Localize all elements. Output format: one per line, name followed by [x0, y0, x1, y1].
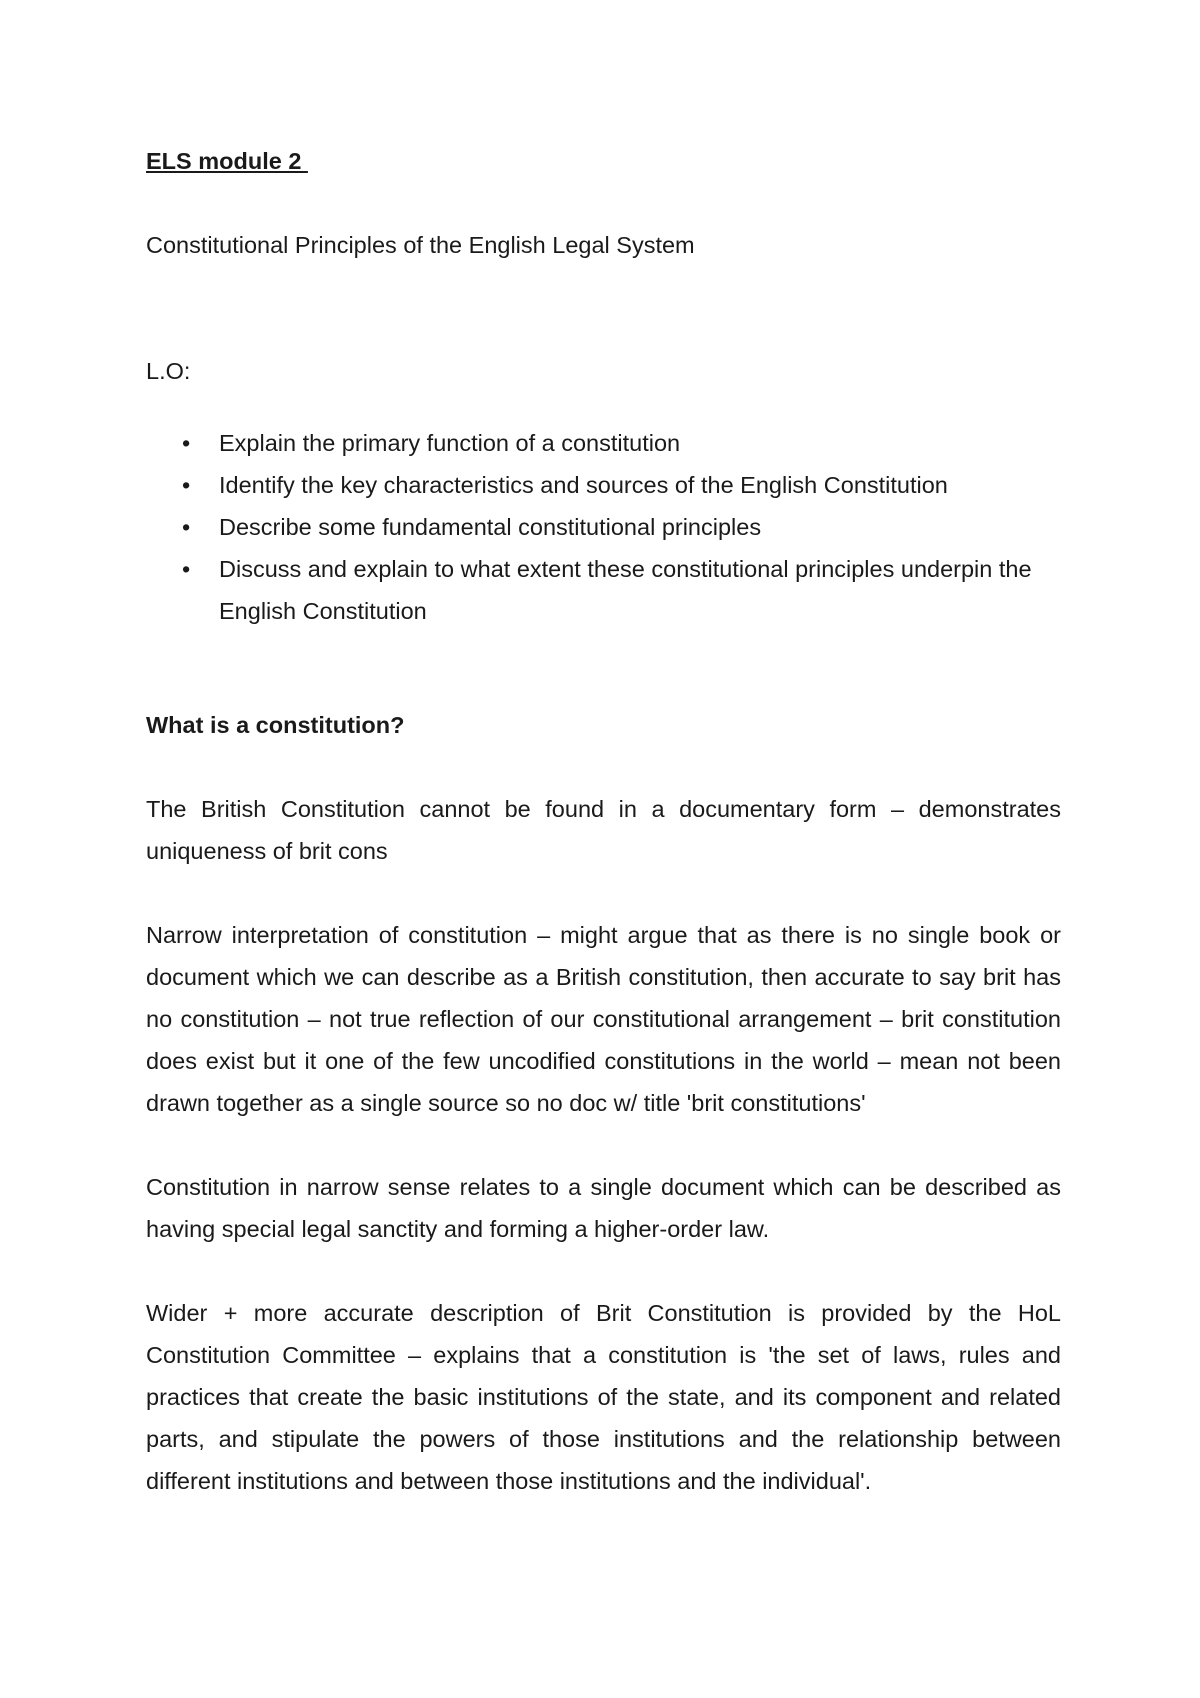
body-paragraph: The British Constitution cannot be found in a documentary form – demonstrates uniqueness of brit cons [146, 796, 1061, 864]
document-subtitle: Constitutional Principles of the English Legal System [146, 232, 695, 258]
learning-outcome-item [146, 506, 1061, 548]
learning-outcome-item [146, 548, 1061, 632]
learning-outcome-text: Discuss and explain to what extent these constitutional principles underpin the English Constitution [219, 556, 1032, 624]
learning-outcome-text: Explain the primary function of a constitution [219, 430, 681, 456]
learning-outcomes-label: L.O: [146, 358, 191, 384]
learning-outcome-text: Describe some fundamental constitutional principles [219, 514, 762, 540]
learning-outcome-item [146, 422, 1061, 464]
body-paragraph: Narrow interpretation of constitution – might argue that as there is no single book or document which we can describe as a British constitution, then accurate to say brit has no constitution – not true reflection of our constitutional arrangement – brit constitution does exist but it one of the few uncodified constitutions in the world – mean not been drawn together as a single source so no doc w/ title 'brit constitutions' [146, 922, 1061, 1116]
body-paragraph: Wider + more accurate description of Brit Constitution is provided by the HoL Constitution Committee – explains that a constitution is 'the set of laws, rules and practices that create the basic institutions of the state, and its component and related parts, and stipulate the powers of those institutions and the relationship between different institutions and between those institutions and the individual'. [146, 1300, 1061, 1494]
section-heading: What is a constitution? [146, 712, 405, 738]
bullet-icon: • [182, 430, 191, 456]
learning-outcomes-list [146, 422, 1061, 632]
bullet-icon: • [182, 514, 191, 540]
learning-outcome-item [146, 464, 1061, 506]
document-title: ELS module 2 [146, 148, 308, 174]
document-body [146, 140, 1061, 1502]
learning-outcome-text: Identify the key characteristics and sources of the English Constitution [219, 472, 948, 498]
body-paragraph: Constitution in narrow sense relates to a single document which can be described as having special legal sanctity and forming a higher-order law. [146, 1174, 1061, 1242]
bullet-icon: • [182, 556, 191, 582]
bullet-icon: • [182, 472, 191, 498]
